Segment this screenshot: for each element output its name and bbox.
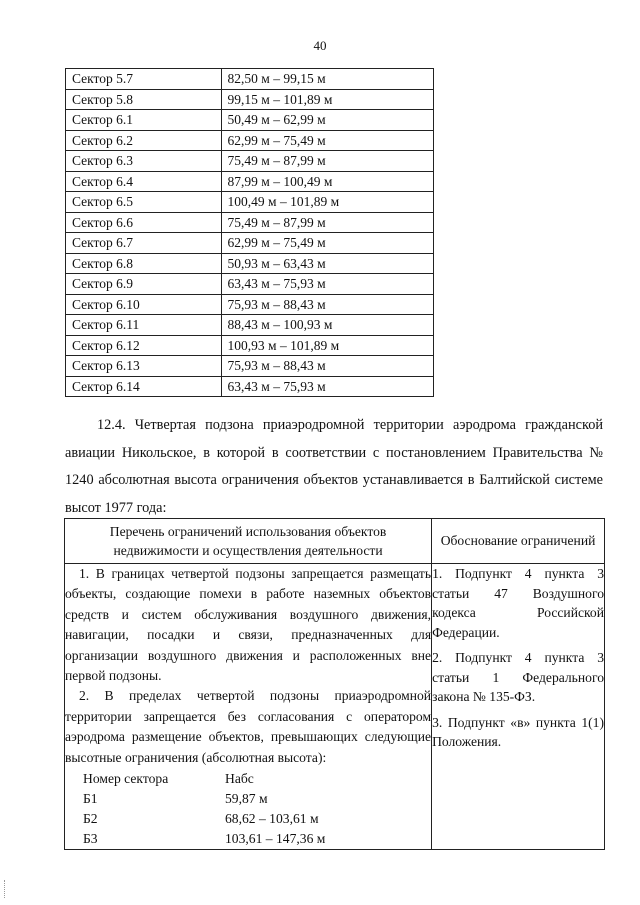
header-restrictions-list: Перечень ограничений использования объектов недвижимости и осуществления деятельности [65, 519, 432, 564]
sector-height-table [65, 68, 434, 397]
sector-range-cell: 63,43 м – 75,93 м [221, 376, 433, 397]
sector-row [66, 356, 434, 377]
sector-row [66, 376, 434, 397]
sector-name-cell: Сектор 6.4 [66, 171, 222, 192]
sector-name-cell: Сектор 6.3 [66, 151, 222, 172]
restrictions-table [64, 518, 605, 850]
sector-range-cell: 88,43 м – 100,93 м [221, 315, 433, 336]
sector-row [66, 110, 434, 131]
sector-limits-list [65, 769, 431, 849]
header-restrictions-basis: Обоснование ограничений [432, 519, 605, 564]
sector-range-cell: 75,49 м – 87,99 м [221, 151, 433, 172]
sector-range-cell: 75,93 м – 88,43 м [221, 294, 433, 315]
sector-row [66, 69, 434, 90]
sector-row [66, 171, 434, 192]
sector-name-cell: Сектор 6.6 [66, 212, 222, 233]
page-number: 40 [313, 38, 327, 53]
sector-name-cell: Сектор 6.2 [66, 130, 222, 151]
sector-name-cell: Сектор 6.7 [66, 233, 222, 254]
sector-name-cell: Сектор 6.10 [66, 294, 222, 315]
sector-range-cell: 99,15 м – 101,89 м [221, 89, 433, 110]
sector-name-cell: Сектор 6.12 [66, 335, 222, 356]
sector-row [66, 130, 434, 151]
restriction-item-2: 2. В пределах четвертой подзоны приаэродромной территории запрещается без согласования с оператором аэродрома размещение объектов, превышающих следующие высотные ограничения (абсолютная высота): [65, 688, 432, 765]
sector-name-cell: Сектор 6.14 [66, 376, 222, 397]
sector-name-cell: Сектор 6.11 [66, 315, 222, 336]
sector-range-cell: 82,50 м – 99,15 м [221, 69, 433, 90]
sector-row [66, 233, 434, 254]
sector-range-cell: 50,93 м – 63,43 м [221, 253, 433, 274]
sector-row [66, 89, 434, 110]
sector-row [66, 294, 434, 315]
sector-name-cell: Сектор 6.1 [66, 110, 222, 131]
sector-code: Б1 [83, 791, 98, 807]
sector-row [66, 274, 434, 295]
sector-range-cell: 62,99 м – 75,49 м [221, 233, 433, 254]
sector-code: Б3 [83, 831, 98, 847]
basis-item-3: 3. Подпункт «в» пункта 1(1) Положения. [432, 714, 604, 749]
sub-header-sector-number: Номер сектора [83, 771, 169, 787]
sector-height: 103,61 – 147,36 м [225, 831, 326, 847]
sector-range-cell: 87,99 м – 100,49 м [221, 171, 433, 192]
sector-name-cell: Сектор 6.13 [66, 356, 222, 377]
paragraph-text: 12.4. Четвертая подзона приаэродромной территории аэродрома гражданской авиации Никольское, в которой в соответствии с постановлением Правительства № 1240 абсолютная высота ограничения объектов устанавливается в Балтийской системе высот 1977 года: [65, 417, 603, 516]
sector-row [66, 212, 434, 233]
restrictions-list-cell [65, 564, 432, 850]
sector-name-cell: Сектор 6.8 [66, 253, 222, 274]
sector-range-cell: 63,43 м – 75,93 м [221, 274, 433, 295]
sector-range-cell: 100,93 м – 101,89 м [221, 335, 433, 356]
sector-row [66, 151, 434, 172]
sector-range-cell: 100,49 м – 101,89 м [221, 192, 433, 213]
restrictions-basis-cell [432, 564, 605, 850]
sector-range-cell: 50,49 м – 62,99 м [221, 110, 433, 131]
sector-name-cell: Сектор 6.5 [66, 192, 222, 213]
sector-row [66, 335, 434, 356]
sector-name-cell: Сектор 5.7 [66, 69, 222, 90]
sector-name-cell: Сектор 5.8 [66, 89, 222, 110]
basis-item-1: 1. Подпункт 4 пункта 3 статьи 47 Воздушного кодекса Российской Федерации. [432, 566, 604, 640]
sector-range-cell: 75,49 м – 87,99 м [221, 212, 433, 233]
sector-name-cell: Сектор 6.9 [66, 274, 222, 295]
sector-range-cell: 75,93 м – 88,43 м [221, 356, 433, 377]
sector-code: Б2 [83, 811, 98, 827]
sector-range-cell: 62,99 м – 75,49 м [221, 130, 433, 151]
sector-row [66, 192, 434, 213]
paragraph-12-4 [65, 412, 603, 522]
scan-edge-mark [4, 880, 7, 898]
restriction-item-1: 1. В границах четвертой подзоны запрещается размещать объекты, создающие помехи в работе наземных объектов средств и систем обслуживания воздушного движения, навигации, посадки и связи, предназначенных для организации воздушного движения и расположенных вне первой подзоны. [65, 566, 432, 684]
sector-row [66, 253, 434, 274]
sector-row [66, 315, 434, 336]
basis-item-2: 2. Подпункт 4 пункта 3 статьи 1 Федерального закона № 135-ФЗ. [432, 650, 604, 704]
sector-height: 59,87 м [225, 791, 268, 807]
sub-header-abs-height: Набс [225, 771, 254, 787]
sector-height: 68,62 – 103,61 м [225, 811, 319, 827]
